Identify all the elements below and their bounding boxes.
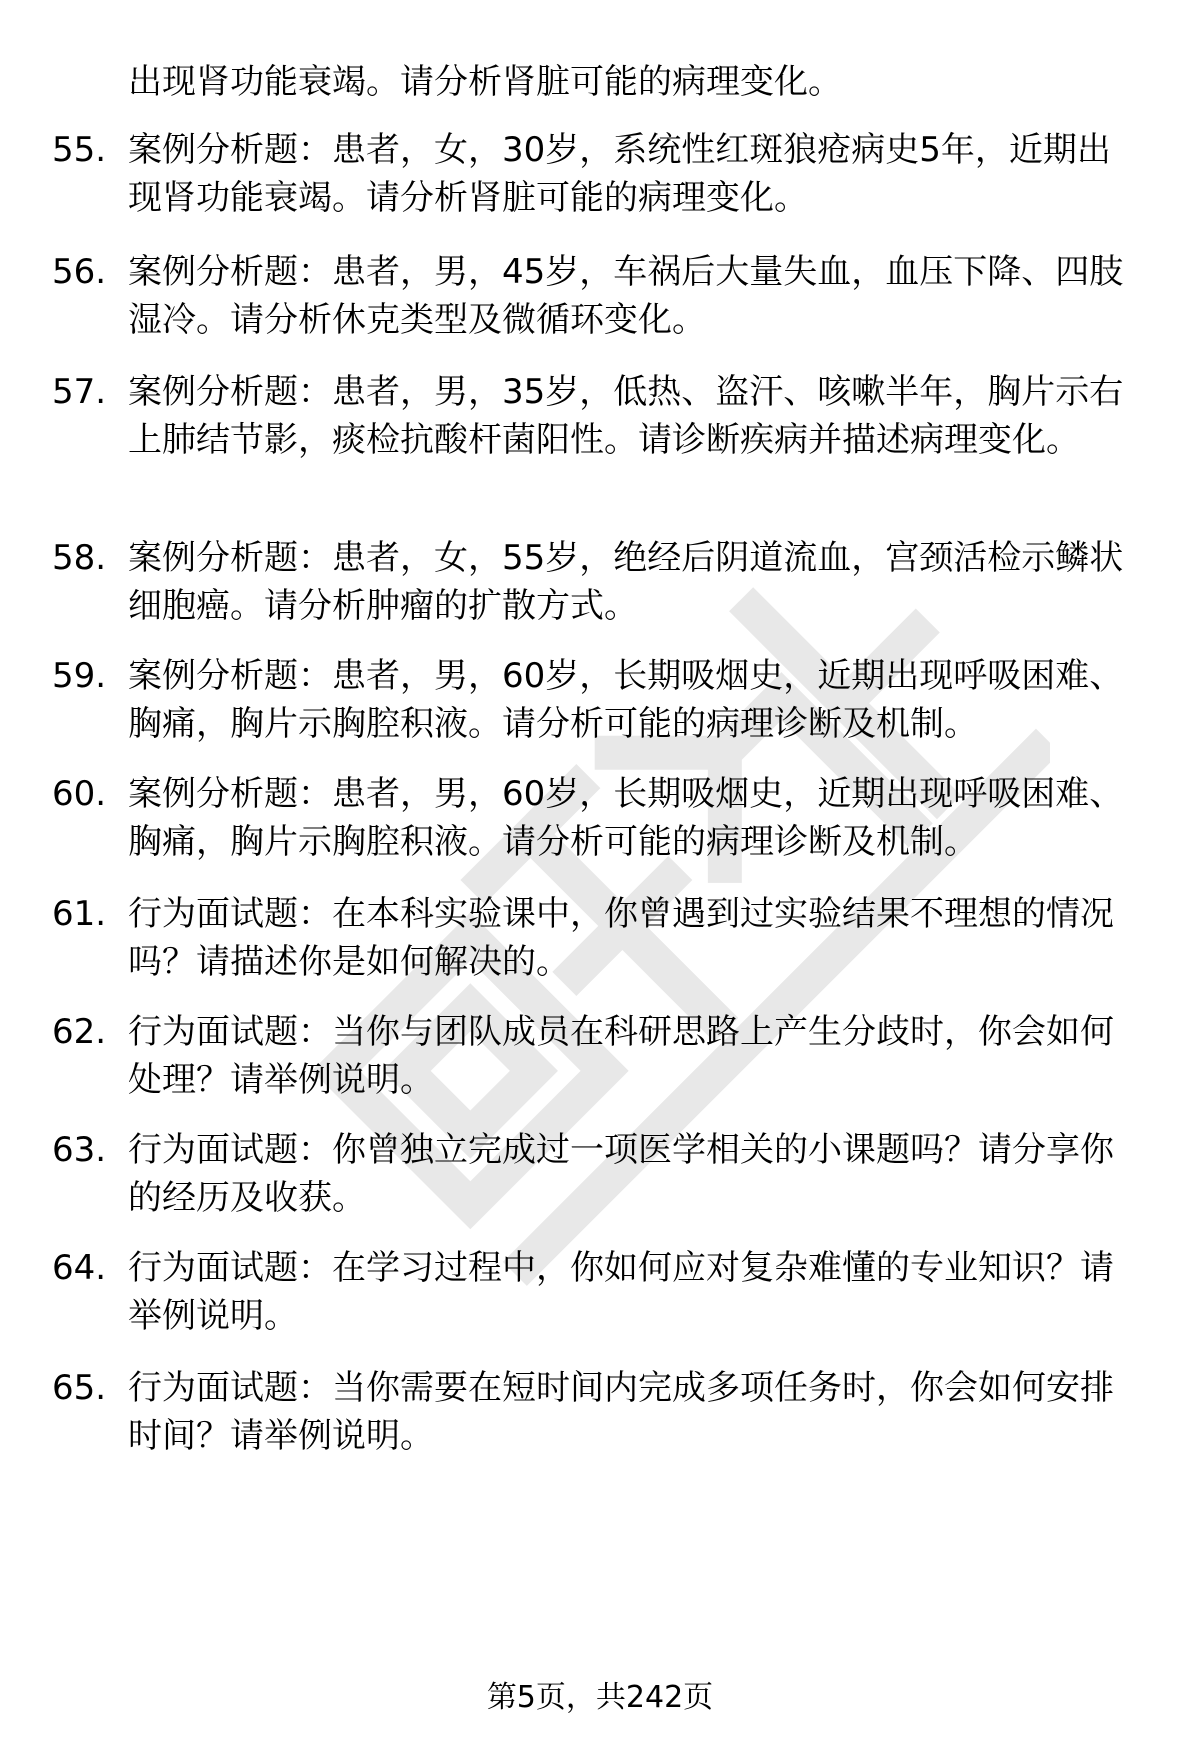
question-text: 行为面试题：你曾独立完成过一项医学相关的小课题吗？请分享你的经历及收获。 bbox=[128, 1130, 1114, 1218]
question-number: 57. bbox=[52, 372, 107, 412]
question-number: 59. bbox=[52, 656, 107, 696]
question-text: 案例分析题：患者，女，30岁，系统性红斑狼疮病史5年，近期出现肾功能衰竭。请分析肾脏可能的病理变化。 bbox=[128, 130, 1111, 218]
question-number: 56. bbox=[52, 252, 107, 292]
question-number: 60. bbox=[52, 774, 107, 814]
question-text: 行为面试题：在学习过程中，你如何应对复杂难懂的专业知识？请举例说明。 bbox=[128, 1248, 1114, 1336]
question-text: 行为面试题：当你与团队成员在科研思路上产生分歧时，你会如何处理？请举例说明。 bbox=[128, 1012, 1114, 1100]
question-text: 案例分析题：患者，男，60岁，长期吸烟史，近期出现呼吸困难、胸痛，胸片示胸腔积液。请分析可能的病理诊断及机制。 bbox=[128, 774, 1124, 862]
question-number: 58. bbox=[52, 538, 107, 578]
question-number: 62. bbox=[52, 1012, 107, 1052]
question-text: 案例分析题：患者，女，55岁，绝经后阴道流血，宫颈活检示鳞状细胞癌。请分析肿瘤的扩散方式。 bbox=[128, 538, 1124, 626]
question-text: 案例分析题：患者，男，45岁，车祸后大量失血，血压下降、四肢湿冷。请分析休克类型及微循环变化。 bbox=[128, 252, 1124, 340]
question-text: 行为面试题：在本科实验课中，你曾遇到过实验结果不理想的情况吗？请描述你是如何解决的。 bbox=[128, 894, 1114, 982]
continuation-text: 出现肾功能衰竭。请分析肾脏可能的病理变化。 bbox=[128, 62, 842, 102]
question-number: 61. bbox=[52, 894, 107, 934]
page-footer: 第5页，共242页 bbox=[486, 1680, 714, 1715]
question-number: 63. bbox=[52, 1130, 107, 1170]
question-number: 65. bbox=[52, 1368, 107, 1408]
question-number: 64. bbox=[52, 1248, 107, 1288]
question-text: 行为面试题：当你需要在短时间内完成多项任务时，你会如何安排时间？请举例说明。 bbox=[128, 1368, 1114, 1456]
question-text: 案例分析题：患者，男，60岁，长期吸烟史，近期出现呼吸困难、胸痛，胸片示胸腔积液。请分析可能的病理诊断及机制。 bbox=[128, 656, 1124, 744]
question-number: 55. bbox=[52, 130, 107, 170]
question-text: 案例分析题：患者，男，35岁，低热、盗汗、咳嗽半年，胸片示右上肺结节影，痰检抗酸杆菌阳性。请诊断疾病并描述病理变化。 bbox=[128, 372, 1124, 460]
